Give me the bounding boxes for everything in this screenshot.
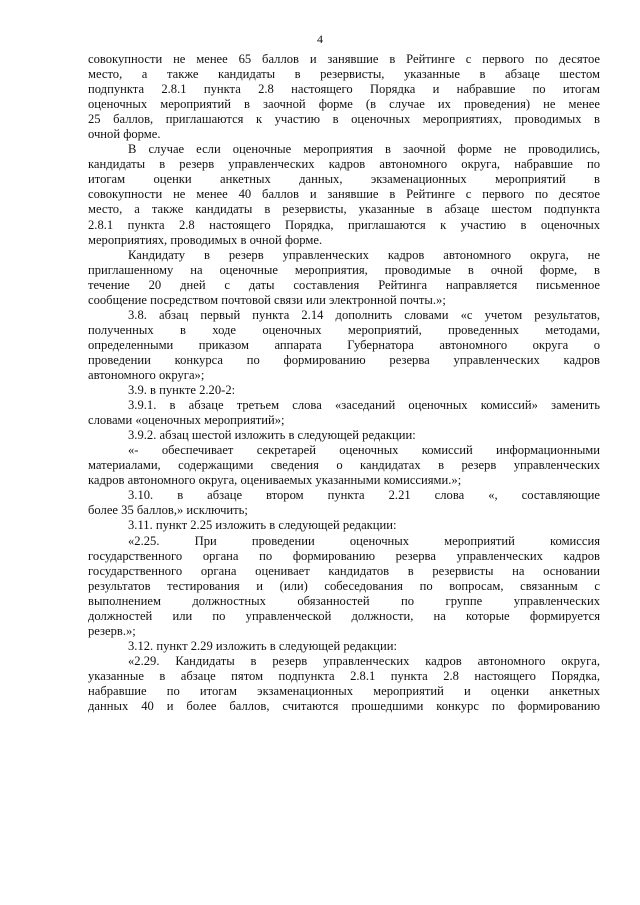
text-line: выполнением должностных обязанностей по группе управленческих: [88, 593, 600, 608]
text-line: 3.8. абзац первый пункта 2.14 дополнить словами «с учетом результатов,: [128, 307, 600, 322]
text-line: данных 40 и более баллов, считаются прошедшими конкурс по формированию: [88, 699, 600, 714]
paragraph: [88, 142, 600, 247]
text-line: 3.11. пункт 2.25 изложить в следующей редакции:: [128, 518, 397, 533]
text-line: 3.9.2. абзац шестой изложить в следующей редакции:: [128, 428, 416, 443]
text-line: сообщение посредством почтовой связи или электронной почты.»;: [88, 292, 446, 307]
text-line: 3.9. в пункте 2.20-2:: [128, 383, 236, 398]
text-line: словами «оценочных мероприятий»;: [88, 413, 285, 428]
text-line: набравшие по итогам экзаменационных мероприятий и оценки анкетных: [88, 683, 600, 698]
text-line: место, а также кандидаты в резервисты, указанные в абзаце шестом подпункта: [88, 202, 600, 217]
text-line: «2.25. При проведении оценочных мероприятий комиссия: [128, 533, 600, 548]
paragraph: [88, 518, 600, 533]
text-line: В случае если оценочные мероприятия в заочной форме не проводились,: [128, 142, 600, 157]
paragraph: [88, 52, 600, 142]
text-line: итогам оценки анкетных данных, экзаменационных мероприятий в: [88, 172, 600, 187]
text-line: определенными приказом аппарата Губернатора автономного округа о: [88, 337, 600, 352]
text-line: должностей или по управленческой должности, на которые формируется: [88, 608, 600, 623]
page-number: 4: [317, 32, 323, 46]
text-line: проведении конкурса по формированию резерва управленческих кадров: [88, 352, 600, 367]
text-line: очной форме.: [88, 127, 161, 142]
text-line: более 35 баллов,» исключить;: [88, 503, 248, 518]
paragraph: [88, 248, 600, 308]
text-line: 3.9.1. в абзаце третьем слова «заседаний оценочных комиссий» заменить: [128, 398, 600, 413]
text-line: автономного округа»;: [88, 367, 205, 382]
text-line: результатов тестирования и (или) собеседования по вопросам, связанным с: [88, 578, 600, 593]
paragraph: [88, 654, 600, 714]
text-line: материалами, содержащими сведения о кандидатах в резерв управленческих: [88, 458, 600, 473]
text-line: 2.8.1 пункта 2.8 настоящего Порядка, приглашаются к участию в оценочных: [88, 217, 600, 232]
text-line: место, а также кандидаты в резервисты, указанные в абзаце шестом: [88, 67, 600, 82]
paragraph: [88, 308, 600, 383]
text-line: государственного органа оценивает кандидатов в резервисты на основании: [88, 563, 600, 578]
text-line: подпункта 2.8.1 пункта 2.8 настоящего Порядка и набравшие по итогам: [88, 82, 600, 97]
document-body: [88, 52, 600, 714]
paragraph: [88, 534, 600, 639]
paragraph: [88, 398, 600, 428]
text-line: полученных в ходе оценочных мероприятий, проведенных методами,: [88, 322, 600, 337]
text-line: 25 баллов, приглашаются к участию в оценочных мероприятиях, проводимых в: [88, 112, 600, 127]
paragraph: [88, 383, 600, 398]
text-line: совокупности не менее 65 баллов и занявшие в Рейтинге с первого по десятое: [88, 52, 600, 66]
text-line: совокупности не менее 40 баллов и занявшие в Рейтинге с первого по десятое: [88, 187, 600, 202]
paragraph: [88, 488, 600, 518]
text-line: течение 20 дней с даты составления Рейтинга направляется письменное: [88, 277, 600, 292]
text-line: государственного органа по формированию резерва управленческих кадров: [88, 548, 600, 563]
text-line: приглашенному на оценочные мероприятия, проводимые в очной форме, в: [88, 262, 600, 277]
text-line: кадров автономного округа, оцениваемых указанными комиссиями.»;: [88, 473, 462, 488]
paragraph: [88, 443, 600, 488]
text-line: кандидаты в резерв управленческих кадров автономного округа, набравшие по: [88, 157, 600, 172]
text-line: резерв.»;: [88, 623, 136, 638]
text-line: мероприятиях, проводимых в очной форме.: [88, 232, 323, 247]
text-line: 3.10. в абзаце втором пункта 2.21 слова «, составляющие: [128, 488, 600, 503]
text-line: Кандидату в резерв управленческих кадров автономного округа, не: [128, 247, 600, 262]
paragraph: [88, 428, 600, 443]
text-line: «- обеспечивает секретарей оценочных комиссий информационными: [128, 443, 600, 458]
text-line: 3.12. пункт 2.29 изложить в следующей редакции:: [128, 638, 397, 653]
text-line: указанные в абзаце пятом подпункта 2.8.1 пункта 2.8 настоящего Порядка,: [88, 668, 600, 683]
text-line: оценочных мероприятий в заочной форме (в случае их проведения) не менее: [88, 97, 600, 112]
text-line: «2.29. Кандидаты в резерв управленческих кадров автономного округа,: [128, 653, 600, 668]
paragraph: [88, 639, 600, 654]
